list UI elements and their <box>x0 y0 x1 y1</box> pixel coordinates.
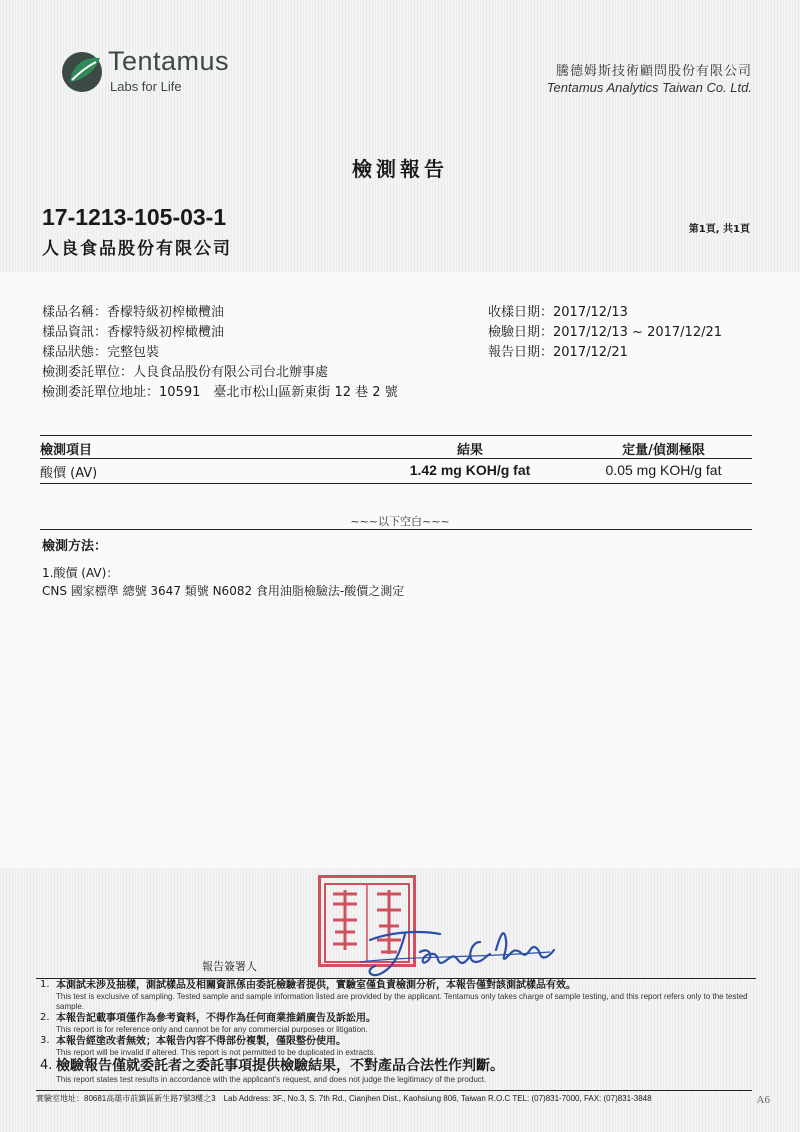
company-name-en: Tentamus Analytics Taiwan Co. Ltd. <box>546 80 752 95</box>
note-zh: 檢驗報告僅就委託者之委託事項提供檢驗結果，不對產品合法性作判斷。 <box>56 1058 504 1074</box>
note-item <box>36 1035 756 1058</box>
test-item: 酸價 (AV) <box>40 466 98 481</box>
tentamus-logo <box>58 46 258 106</box>
note-en: This report will be invalid if altered. This report is not permitted to be duplicated in extracts. <box>56 1048 376 1057</box>
company-name-zh: 騰德姆斯技術顧問股份有限公司 <box>555 64 752 79</box>
notes-section <box>36 978 756 1085</box>
lab-address: 實驗室地址：80681高雄市前鎮區新生路7號3樓之3 Lab Address: 3F., No.3, S. 7th Rd., Cianjhen Dist., Kaohsiung 806, Taiwan R.O.C TEL: (07)831-7000, FAX: (07)831-3848 <box>36 1090 752 1104</box>
blank-below-note: ~~~以下空白~~~ <box>350 515 450 528</box>
note-number: 3. <box>40 1035 50 1046</box>
report-number: 17-1213-105-03-1 <box>42 204 227 230</box>
note-en: This test is exclusive of sampling. Tested sample and sample information listed are provided by the applicant. Tentamus only takes charge of sample testing, and this report refers only to the tested sample. <box>56 992 748 1011</box>
test-result: 1.42 mg KOH/g fat <box>409 462 531 478</box>
results-header-row <box>40 435 752 459</box>
method-description: CNS 國家標準 總號 3647 類號 N6082 食用油脂檢驗法-酸價之測定 <box>42 584 405 598</box>
sample-info-left <box>42 303 398 403</box>
note-number: 4. <box>40 1058 53 1073</box>
note-number: 2. <box>40 1012 50 1023</box>
method-item: 1.酸價 (AV)： <box>42 566 119 580</box>
sample-information: 樣品資訊：香檬特級初榨橄欖油 <box>42 325 225 340</box>
logo-name: Tentamus <box>108 46 230 76</box>
note-item <box>36 1012 756 1035</box>
note-number: 1. <box>40 979 50 990</box>
corner-mark: A6 <box>756 1094 770 1106</box>
document-title: 檢測報告 <box>352 157 448 181</box>
note-zh: 本報告經塗改者無效；本報告內容不得部份複製，僅限整份使用。 <box>56 1036 346 1047</box>
client-unit: 檢測委託單位：人良食品股份有限公司台北辦事處 <box>42 365 329 380</box>
client-name-title: 人良食品股份有限公司 <box>42 239 232 259</box>
header-limit: 定量/偵測極限 <box>622 443 705 458</box>
signatory-label: 報告簽署人 <box>202 960 257 973</box>
test-limit: 0.05 mg KOH/g fat <box>605 462 722 478</box>
handwritten-signature <box>350 922 560 982</box>
sample-name: 樣品名稱：香檬特級初榨橄欖油 <box>42 305 225 320</box>
sample-info-right <box>488 303 722 363</box>
table-row <box>40 459 752 484</box>
header-result: 結果 <box>456 443 483 458</box>
logo-tagline: Labs for Life <box>110 79 182 94</box>
header-test-item: 檢測項目 <box>40 443 93 458</box>
note-item <box>36 979 756 1012</box>
test-date: 檢驗日期：2017/12/13 ~ 2017/12/21 <box>488 325 723 340</box>
header-band <box>0 0 800 272</box>
note-en: This report states test results in accordance with the applicant's request, and does not judge the legitimacy of the product. <box>56 1075 487 1084</box>
sample-status: 樣品狀態：完整包裝 <box>42 345 160 360</box>
method-title: 檢測方法： <box>42 539 108 554</box>
note-item <box>36 1058 756 1085</box>
leaf-logo-icon <box>58 46 106 94</box>
results-table <box>40 435 752 484</box>
note-en: This report is for reference only and cannot be for any commercial purposes or litigation. <box>56 1025 368 1034</box>
client-address: 檢測委託單位地址：10591 臺北市松山區新東街 12 巷 2 號 <box>42 385 398 400</box>
note-zh: 本報告記載事項僅作為參考資料，不得作為任何商業推銷廣告及訴訟用。 <box>56 1013 376 1024</box>
received-date: 收樣日期：2017/12/13 <box>488 305 628 320</box>
page-indicator: 第1頁, 共1頁 <box>688 224 750 235</box>
report-date: 報告日期：2017/12/21 <box>488 345 628 360</box>
note-zh: 本測試未涉及抽樣，測試樣品及相關資訊係由委託檢驗者提供，實驗室僅負責檢測分析，本報告僅對該測試樣品有效。 <box>56 980 576 991</box>
divider <box>40 529 752 530</box>
